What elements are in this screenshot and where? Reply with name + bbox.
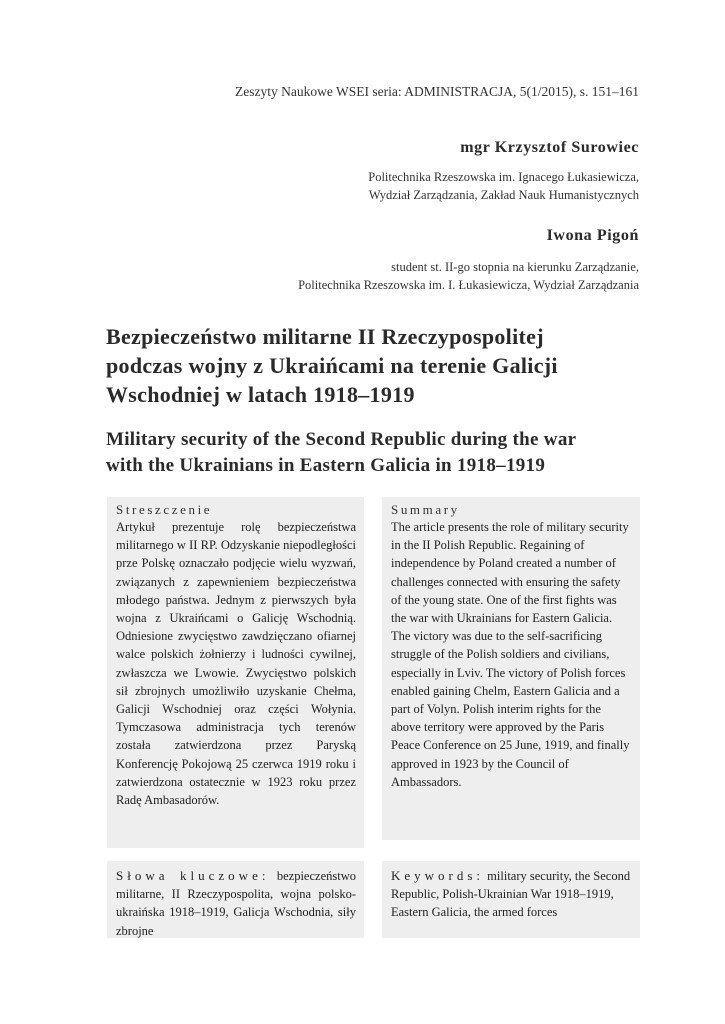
affiliation-line: Politechnika Rzeszowska im. Ignacego Łukasiewicza, — [368, 170, 639, 184]
title-polish — [106, 322, 646, 409]
abstract-english-heading: Summary — [391, 502, 460, 517]
title-line: with the Ukrainians in Eastern Galicia in 1918–1919 — [106, 455, 546, 476]
author-affiliation-1 — [368, 168, 639, 204]
keywords-english-heading: Keywords: — [391, 868, 485, 883]
affiliation-line: student st. II-go stopnia na kierunku Zarządzanie, — [391, 260, 639, 274]
abstract-polish-text: Artykuł prezentuje rolę bezpieczeństwa militarnego w II RP. Odzyskanie niepodległości prze Polskę oznaczało podjęcie wielu wyzwań, związanych z zapewnieniem bezpieczeństwa młodego państwa. Jednym z pierwszych była wojna z Ukraińcami o Galicję Wschodnią. Odniesione zwycięstwo zawdzięczano ofiarnej walce polskich żołnierzy i ludności cywilnej, zwłaszcza we Lwowie. Zwycięstwo polskich sił zbrojnych umożliwiło uzyskanie Chełma, Galicji Wschodniej oraz części Wołynia. Tymczasowa administracja tych terenów została zatwierdzona przez Paryską Konferencję Pokojową 25 czerwca 1919 roku i zatwierdzona ostatecznie w 1923 roku przez Radę Ambasadorów. — [116, 520, 356, 808]
affiliation-line: Wydział Zarządzania, Zakład Nauk Humanistycznych — [368, 188, 639, 202]
keywords-polish-text: bezpieczeństwo militarne, II Rzeczypospolita, wojna polsko-ukraińska 1918–1919, Galicja Wschodnia, siły zbrojne — [116, 869, 356, 938]
journal-citation: Zeszyty Naukowe WSEI seria: ADMINISTRACJA, 5(1/2015), s. 151–161 — [235, 84, 639, 99]
title-line: Bezpieczeństwo militarne II Rzeczypospolitej — [106, 324, 544, 349]
abstract-english-box — [382, 497, 640, 840]
abstract-polish-heading: Streszczenie — [116, 502, 213, 517]
affiliation-line: Politechnika Rzeszowska im. I. Łukasiewicza, Wydział Zarządzania — [298, 278, 639, 292]
abstract-english-text: The article presents the role of military security in the II Polish Republic. Regaining of independence by Poland created a number of challenges connected with ensuring the safety of the young state. One of the first fights was the war with Ukrainians for Eastern Galicia. The victory was due to the self-sacrificing struggle of the Polish soldiers and civilians, especially in Lviv. The victory of Polish forces enabled gaining Chelm, Eastern Galicia and a part of Volyn. Polish interim rights for the above territory were approved by the Paris Peace Conference on 25 June, 1919, and finally approved in 1923 by the Council of Ambassadors. — [391, 520, 630, 789]
title-line: Military security of the Second Republic during the war — [106, 429, 577, 450]
author-affiliation-2 — [298, 258, 639, 294]
keywords-polish-heading: Słowa kluczowe: — [116, 868, 270, 883]
title-line: Wschodniej w latach 1918–1919 — [106, 382, 415, 407]
author-name-1: mgr Krzysztof Surowiec — [460, 139, 639, 156]
abstract-polish-box — [107, 497, 364, 848]
keywords-english-text: military security, the Second Republic, Polish-Ukrainian War 1918–1919, Eastern Galicia, the armed forces — [391, 869, 631, 920]
keywords-english-box — [382, 861, 640, 938]
title-line: podczas wojny z Ukraińcami na terenie Galicji — [106, 353, 558, 378]
keywords-polish-box — [107, 861, 364, 938]
author-name-2: Iwona Pigoń — [546, 227, 639, 244]
title-english — [106, 427, 646, 479]
